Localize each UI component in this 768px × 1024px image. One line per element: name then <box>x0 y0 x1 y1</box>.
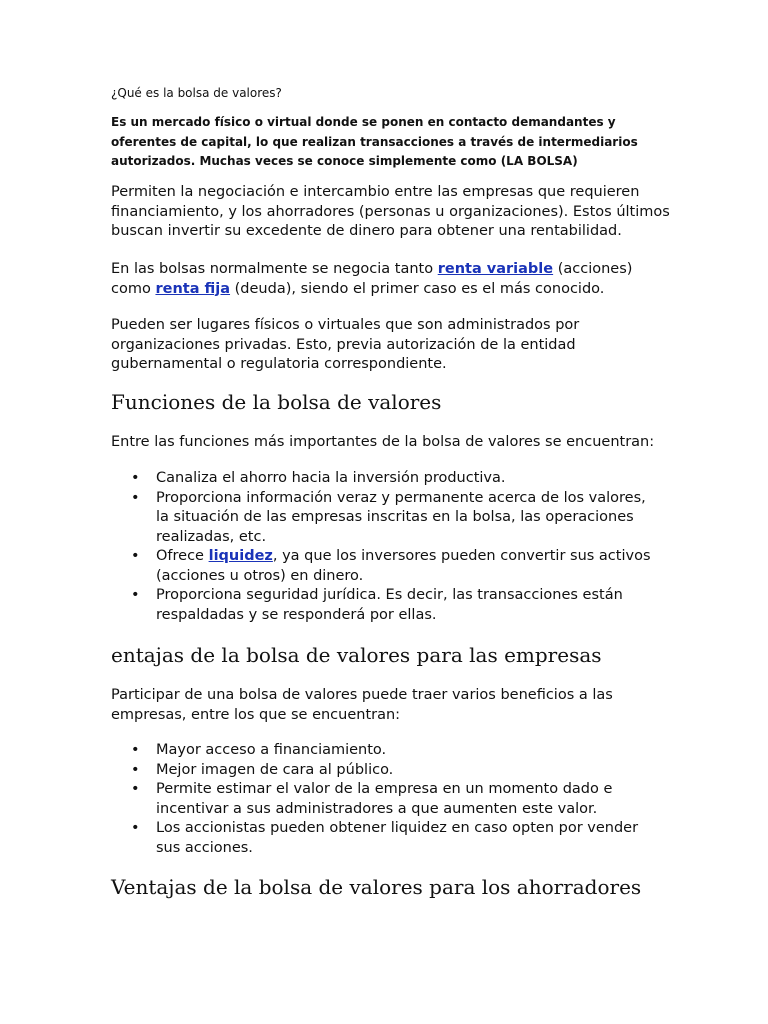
funciones-list <box>131 469 661 625</box>
heading-ahorradores: Ventajas de la bolsa de valores para los ahorradores <box>111 875 642 899</box>
funciones-intro: Entre las funciones más importantes de la bolsa de valores se encuentran: <box>111 434 655 450</box>
renta-variable-link[interactable]: renta variable <box>437 261 554 277</box>
intro-paragraph: Es un mercado físico o virtual donde se ponen en contacto demandantes y oferentes de capital, lo que realizan transacciones a través de intermediarios autorizados. Muchas veces se conoce simplemente como (LA BOLSA) <box>111 115 638 168</box>
list-item <box>131 586 661 625</box>
list-item-text: Canaliza el ahorro hacia la inversión productiva. <box>156 470 506 486</box>
empresas-intro: Participar de una bolsa de valores puede traer varios beneficios a las empresas, entre los que se encuentran: <box>111 687 613 723</box>
list-item <box>131 489 661 548</box>
heading-funciones: Funciones de la bolsa de valores <box>111 390 442 414</box>
list-item-text: Mejor imagen de cara al público. <box>156 761 394 778</box>
list-item-text: Mayor acceso a financiamiento. <box>156 742 387 758</box>
paragraph-lugares: Pueden ser lugares físicos o virtuales que son administrados por organizaciones privadas. Esto, previa autorización de la entidad gubernamental o regulatoria correspondiente. <box>111 317 580 372</box>
paragraph-negociacion: Permiten la negociación e intercambio entre las empresas que requieren financiamiento, y los ahorradores (personas u organizaciones). Estos últimos buscan invertir su excedente de dinero para obtener una rentabilidad. <box>111 184 670 239</box>
paragraph-renta-text-b: (acciones) como <box>111 261 633 297</box>
list-item-text: Proporciona seguridad jurídica. Es decir, las transacciones están respaldadas y se responderá por ellas. <box>156 587 623 623</box>
paragraph-renta <box>111 260 671 299</box>
list-item-text: Proporciona información veraz y permanente acerca de los valores, la situación de las empresas inscritas en la bolsa, las operaciones realizadas, etc. <box>156 489 646 545</box>
list-item <box>131 780 661 819</box>
list-item <box>131 819 661 858</box>
question-title: ¿Qué es la bolsa de valores? <box>111 86 282 100</box>
renta-fija-link[interactable]: renta fija <box>155 280 231 297</box>
empresas-list <box>131 741 661 858</box>
list-item <box>131 469 661 489</box>
list-item <box>131 761 661 781</box>
list-item <box>131 741 661 761</box>
list-item-text: Permite estimar el valor de la empresa en un momento dado e incentivar a sus administradores a que aumenten este valor. <box>156 781 613 817</box>
list-item-text: Los accionistas pueden obtener liquidez en caso opten por vender sus acciones. <box>156 820 639 856</box>
paragraph-renta-text-a: En las bolsas normalmente se negocia tanto <box>111 261 438 277</box>
list-item-text-a: Ofrece <box>156 548 209 564</box>
liquidez-link[interactable]: liquidez <box>208 548 273 564</box>
list-item-text-b: , ya que los inversores pueden convertir sus activos (acciones u otros) en dinero. <box>156 548 651 584</box>
paragraph-renta-text-c: (deuda), siendo el primer caso es el más conocido. <box>230 280 605 297</box>
heading-empresas: entajas de la bolsa de valores para las empresas <box>111 643 602 667</box>
list-item <box>131 547 661 586</box>
